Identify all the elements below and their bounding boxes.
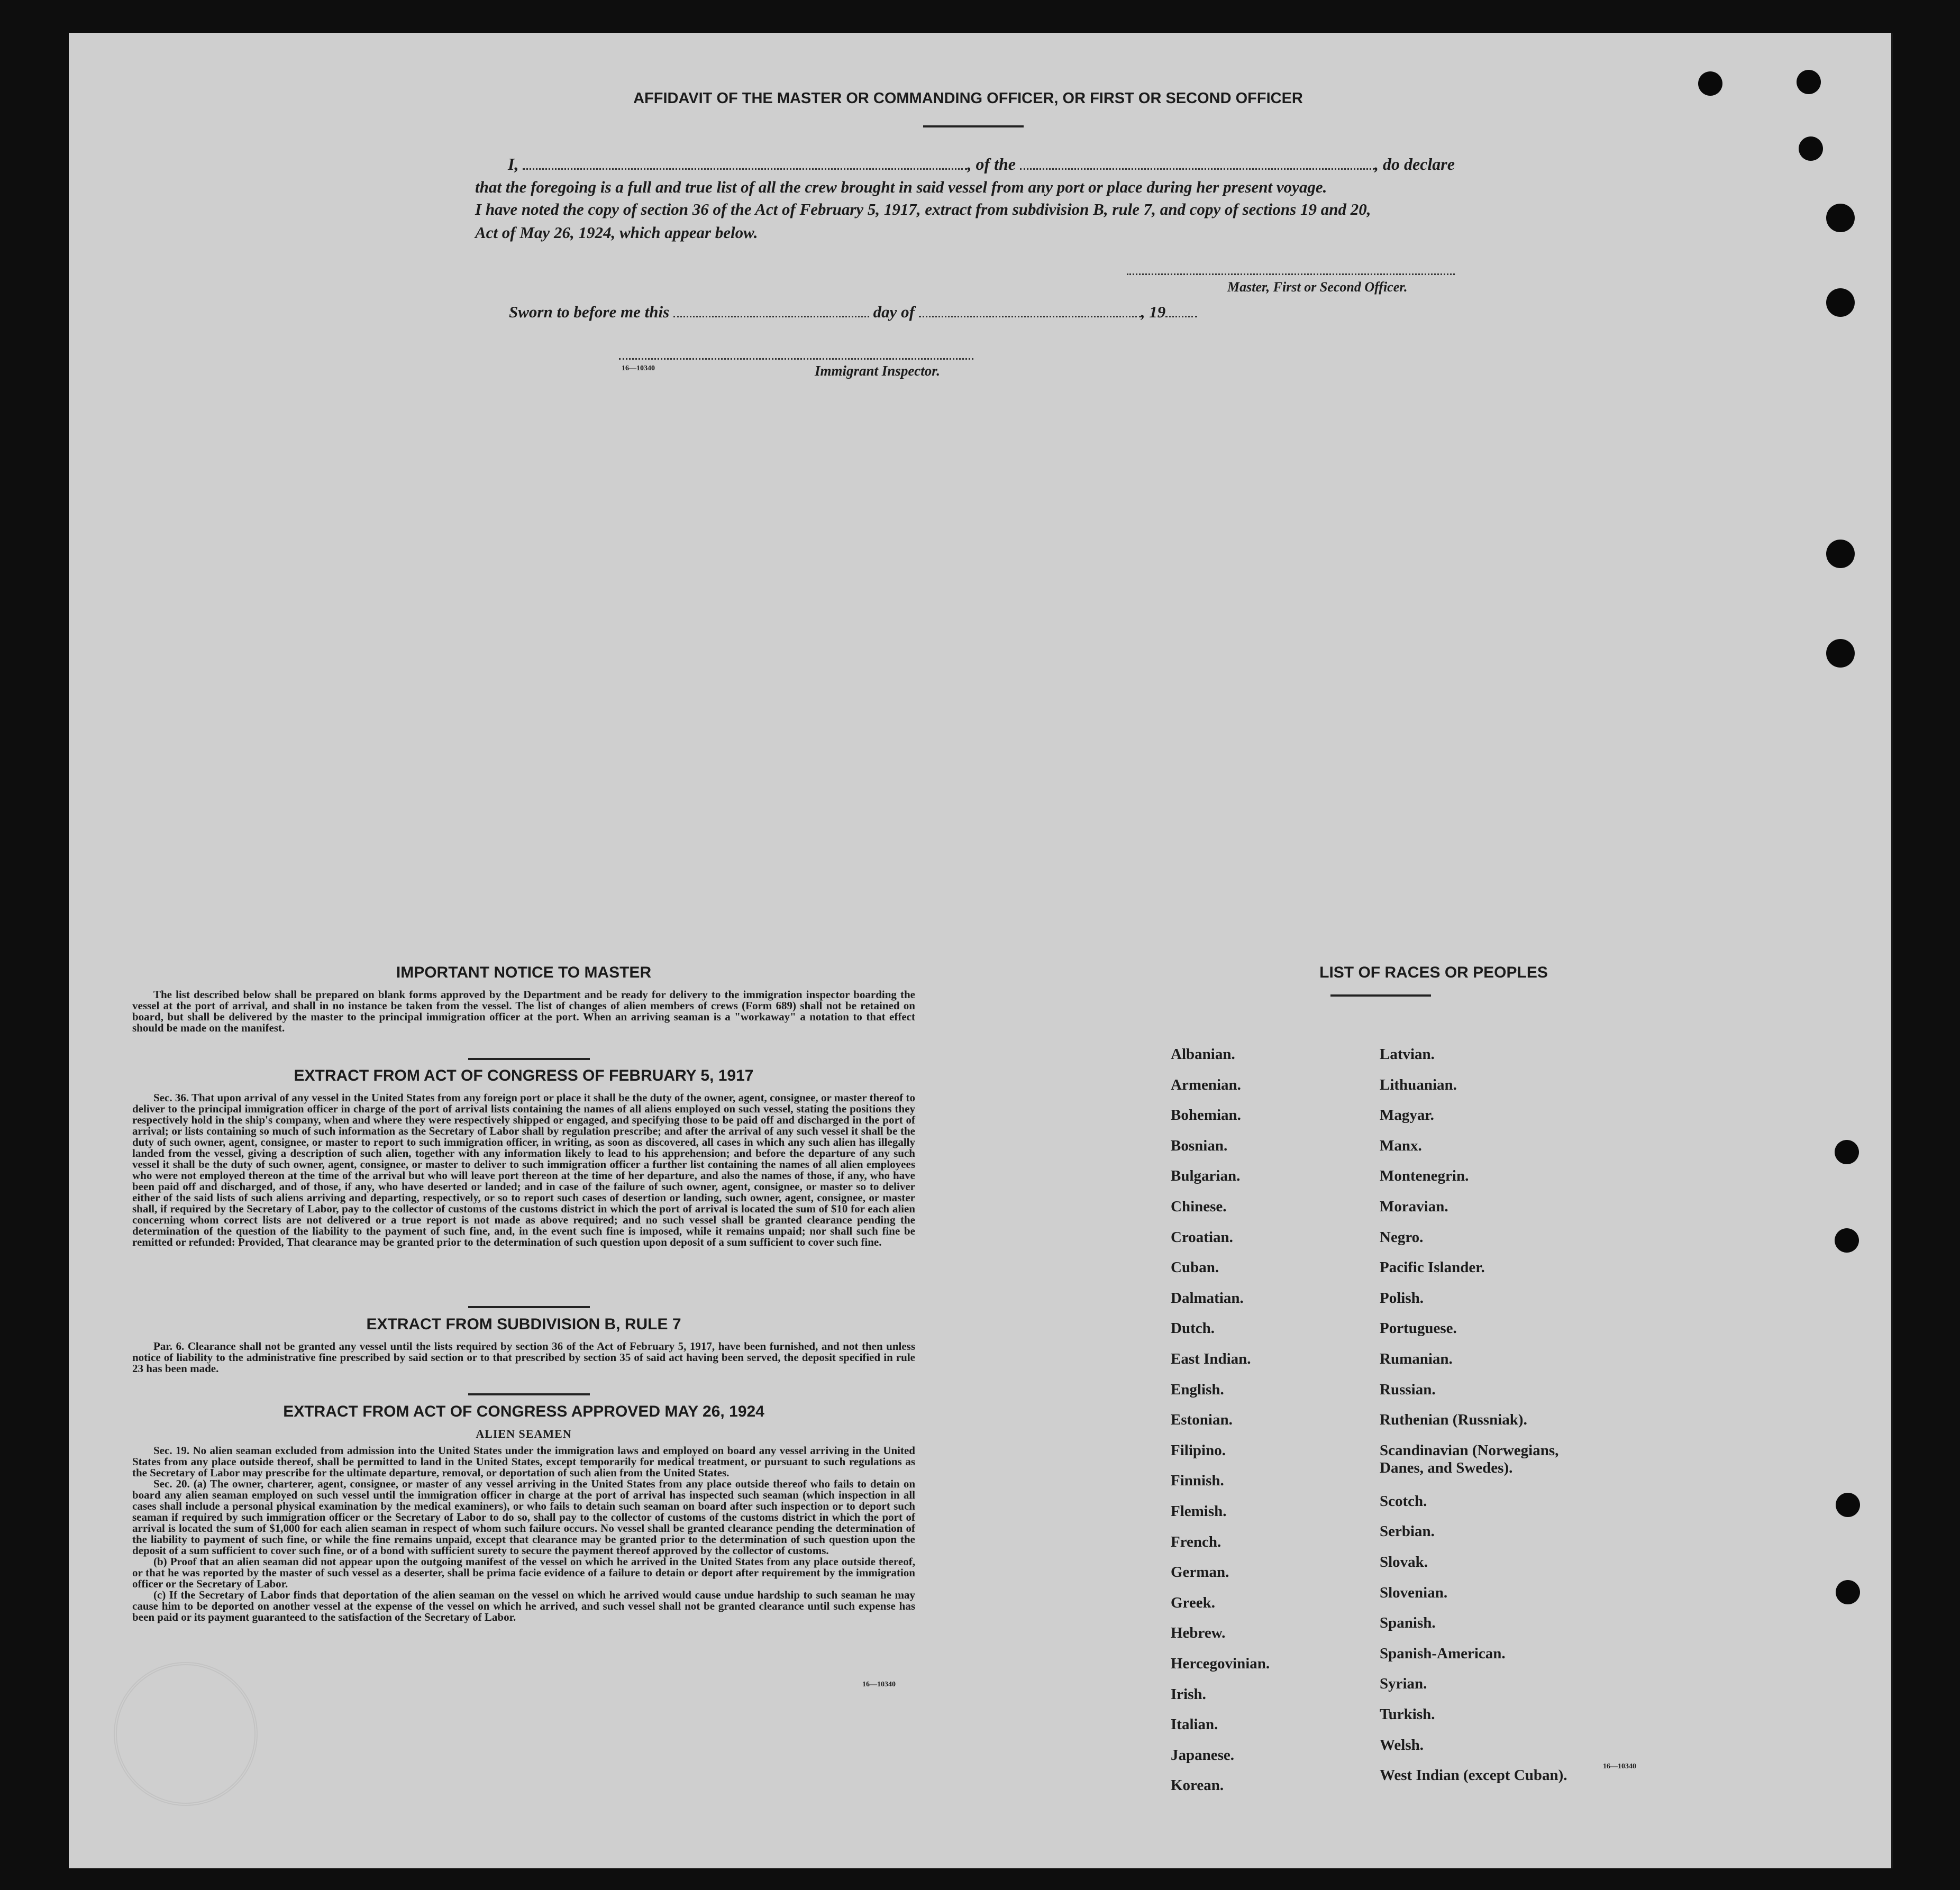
race-item: Hercegovinian.: [1171, 1655, 1270, 1672]
alien-seamen-subheading: ALIEN SEAMEN: [476, 1427, 572, 1440]
race-item: Irish.: [1171, 1685, 1206, 1703]
name-field[interactable]: [523, 168, 967, 170]
section-rule-3: [468, 1393, 590, 1395]
race-item: Bohemian.: [1171, 1107, 1241, 1124]
races-form-code: 16—10340: [1603, 1763, 1636, 1770]
title-rule: [923, 125, 1024, 127]
race-item: Slovenian.: [1380, 1584, 1448, 1601]
race-item: Serbian.: [1380, 1523, 1435, 1540]
punch-hole: [1836, 1493, 1860, 1517]
punch-hole: [1698, 71, 1722, 96]
affidavit-title: AFFIDAVIT OF THE MASTER OR COMMANDING OFFICER, OR FIRST OR SECOND OFFICER: [633, 90, 1303, 107]
race-item: Syrian.: [1380, 1675, 1427, 1693]
race-item: Negro.: [1380, 1228, 1424, 1246]
embossed-seal: [114, 1662, 258, 1806]
race-item: Hebrew.: [1171, 1624, 1226, 1642]
race-item: Pacific Islander.: [1380, 1259, 1485, 1276]
race-item: Portuguese.: [1380, 1320, 1457, 1337]
punch-hole: [1826, 204, 1855, 232]
race-item: Estonian.: [1171, 1411, 1233, 1429]
sec20b-paragraph: (b) Proof that an alien seaman did not appear upon the outgoing manifest of the vessel on which he arrived in the United States from any place outside thereof, or that he was reported by the master of such vessel as a deserter, shall be prima facie evidence of a failure to detain or deport after requirement by the immigration officer or the Secretary of Labor.: [132, 1555, 915, 1590]
affidavit-line4: Act of May 26, 1924, which appear below.: [475, 223, 758, 242]
sec20c-paragraph: (c) If the Secretary of Labor finds that deportation of the alien seaman on the vessel on which he arrived would cause undue hardship to such seaman he may cause him to be deported on another vessel at the expense of the vessel on which he arrived, and such vessel shall not be granted clearance until such expense has been paid or its payment guaranteed to the satisfaction of the Secretary of Labor.: [132, 1588, 915, 1623]
race-item: Croatian.: [1171, 1228, 1233, 1246]
races-heading: LIST OF RACES OR PEOPLES: [1319, 964, 1548, 981]
inspector-signature-line[interactable]: [619, 358, 973, 360]
signature-line[interactable]: [1127, 273, 1455, 275]
race-item: Chinese.: [1171, 1198, 1227, 1215]
affidavit-line1: [508, 154, 1455, 174]
extract-1917-heading: EXTRACT FROM ACT OF CONGRESS OF FEBRUARY 5, 1917: [294, 1067, 754, 1084]
race-item: Manx.: [1380, 1137, 1422, 1154]
punch-hole: [1835, 1228, 1859, 1253]
race-item: Dutch.: [1171, 1320, 1215, 1337]
race-item: Slovak.: [1380, 1554, 1428, 1571]
race-item: Italian.: [1171, 1716, 1218, 1733]
race-item: Polish.: [1380, 1289, 1424, 1307]
race-item: Finnish.: [1171, 1472, 1224, 1490]
race-item: Cuban.: [1171, 1259, 1219, 1276]
race-item: Bosnian.: [1171, 1137, 1228, 1154]
race-item: Magyar.: [1380, 1107, 1434, 1124]
sworn-day-field[interactable]: [673, 316, 869, 317]
race-item: Japanese.: [1171, 1746, 1235, 1764]
race-item: Latvian.: [1380, 1046, 1435, 1063]
race-item: Korean.: [1171, 1777, 1224, 1794]
affidavit-form-code: 16—10340: [622, 364, 655, 372]
of-the-label: , of the: [967, 154, 1016, 174]
year-prefix-label: , 19: [1141, 303, 1166, 321]
sec19-paragraph: Sec. 19. No alien seaman excluded from admission into the United States under the immigration laws and employed on board any vessel arriving in the United States from any place outside thereof, shall be permitted to land in the United States, except temporarily for medical treatment, or pursuant to such regulations as the Secretary of Labor may prescribe for the ultimate departure, removal, or deportation of such alien from the United States.: [132, 1444, 915, 1479]
vessel-field[interactable]: [1020, 168, 1374, 170]
race-item: Dalmatian.: [1171, 1289, 1244, 1307]
punch-hole: [1835, 1140, 1859, 1164]
sworn-month-field[interactable]: [919, 316, 1141, 317]
notice-heading: IMPORTANT NOTICE TO MASTER: [396, 964, 652, 981]
punch-hole: [1826, 288, 1855, 317]
affidavit-line2: that the foregoing is a full and true list of all the crew brought in said vessel from any port or place during her present voyage.: [475, 178, 1327, 196]
punch-hole: [1836, 1580, 1860, 1604]
race-item: Spanish-American.: [1380, 1645, 1506, 1662]
sworn-year-field[interactable]: [1165, 316, 1197, 317]
punch-hole: [1826, 639, 1855, 668]
sworn-line: [509, 303, 1197, 322]
notice-text: [132, 989, 915, 1034]
race-item: Ruthenian (Russniak).: [1380, 1411, 1527, 1429]
race-item: Spanish.: [1380, 1614, 1436, 1632]
section-rule-2: [468, 1306, 590, 1308]
section-rule-1: [468, 1058, 590, 1060]
signature-label: Master, First or Second Officer.: [1227, 279, 1408, 295]
race-item: Bulgarian.: [1171, 1167, 1241, 1185]
race-item: German.: [1171, 1564, 1229, 1581]
do-declare-label: , do declare: [1374, 154, 1455, 174]
race-item: Montenegrin.: [1380, 1167, 1469, 1185]
punch-hole: [1799, 136, 1823, 161]
race-item: Moravian.: [1380, 1198, 1448, 1215]
extract-1917-text: [132, 1092, 915, 1248]
rule7-heading: EXTRACT FROM SUBDIVISION B, RULE 7: [366, 1316, 681, 1333]
i-label: I,: [508, 154, 519, 174]
race-item: English.: [1171, 1381, 1224, 1398]
race-item: Filipino.: [1171, 1441, 1226, 1459]
race-item: Flemish.: [1171, 1503, 1227, 1520]
extract-1924-heading: EXTRACT FROM ACT OF CONGRESS APPROVED MAY 26, 1924: [283, 1403, 764, 1420]
extract-1924-text: [132, 1445, 915, 1623]
sworn-label: Sworn to before me this: [509, 303, 670, 321]
punch-hole: [1797, 70, 1821, 94]
notice-paragraph: The list described below shall be prepared on blank forms approved by the Department and be ready for delivery to the immigration inspector boarding the vessel at the port of arrival, and shall in no instance be taken from the vessel. The list of changes of alien members of crews (Form 689) shall not be retained on board, but shall be delivered by the master to the principal immigration officer at the port. When an arriving seaman is a "workaway" a notation to that effect should be made on the manifest.: [132, 988, 915, 1034]
races-rule: [1330, 994, 1431, 997]
race-item: Welsh.: [1380, 1736, 1424, 1754]
race-item: Rumanian.: [1380, 1350, 1453, 1367]
day-of-label: day of: [873, 303, 915, 321]
rule7-text: [132, 1341, 915, 1374]
race-item: French.: [1171, 1533, 1221, 1550]
race-item: East Indian.: [1171, 1350, 1251, 1367]
race-item: Scandinavian (Norwegians, Danes, and Swedes).: [1380, 1441, 1559, 1476]
sec20a-paragraph: Sec. 20. (a) The owner, charterer, agent, consignee, or master of any vessel arriving in the United States from any place outside thereof who fails to detain on board any alien seaman employed on such vessel until the immigration officer in charge at the port of arrival has inspected such seaman (which inspection in all cases shall include a personal physical examination by the medical examiners), or who fails to detain such seaman on board after such inspection or to deport such seaman if required by such immigration officer or the Secretary of Labor to do so, shall pay to the collector of customs of the customs district in which the port of arrival is located the sum of $1,000 for each alien seaman in respect of whom such failure occurs. No vessel shall be granted clearance pending the determination of the liability to payment of such fine, or while the fine remains unpaid, except that clearance may be granted prior to the determination of such question upon the deposit of a sum sufficient to cover such fine, or of a bond with sufficient surety to secure the payment thereof approved by the collector of customs.: [132, 1477, 915, 1557]
race-item: Albanian.: [1171, 1046, 1235, 1063]
affidavit-line3: I have noted the copy of section 36 of the Act of February 5, 1917, extract from subdivision B, rule 7, and copy of sections 19 and 20,: [475, 200, 1371, 218]
race-item: Lithuanian.: [1380, 1076, 1457, 1093]
extract-form-code: 16—10340: [862, 1681, 896, 1688]
inspector-label: Immigrant Inspector.: [815, 363, 941, 379]
race-item: Scotch.: [1380, 1492, 1427, 1510]
race-item: Turkish.: [1380, 1706, 1435, 1723]
punch-hole: [1826, 540, 1855, 568]
sec36-paragraph: Sec. 36. That upon arrival of any vessel in the United States from any foreign port or place it shall be the duty of the owner, agent, consignee, or master thereof to deliver to the principal immigration officer in charge of the port of arrival lists containing the names of all aliens employed on such vessel, stating the positions they respectively hold in the ship's company, when and where they were respectively shipped or engaged, and specifying those to be paid off and discharged in the port of arrival; or lists containing so much of such information as the Secretary of Labor shall by regulation prescribe; and after the arrival of any such vessel it shall be the duty of such owner, agent, consignee, or master to report to such immigration officer, in writing, as soon as discovered, all cases in which any such alien has illegally landed from the vessel, giving a description of such alien, together with any information likely to lead to his apprehension; and before the departure of any such vessel it shall be the duty of such owner, agent, consignee, or master to deliver to such immigration officer a further list containing the names of all alien employees who were not employed thereon at the time of the arrival but who will leave port thereon at the time of her departure, and also the names of those, if any, who have been paid off and discharged, and of those, if any, who have deserted or landed; and in case of the failure of such owner, agent, consignee, or master so to deliver either of the said lists of such aliens arriving and departing, respectively, or so to report such cases of desertion or landing, such owner, agent, consignee, or master shall, if required by the Secretary of Labor, pay to the collector of customs of the customs district in which the port of arrival is located the sum of $10 for each alien concerning whom correct lists are not delivered or a true report is not made as above required; and no such vessel shall be granted clearance pending the determination of the question of the liability to the payment of such fine, and, in the event such fine is imposed, while it remains unpaid; nor shall such fine be remitted or refunded: Provided, That clearance may be granted prior to the determination of such question upon deposit of a sum sufficient to cover such fine.: [132, 1091, 915, 1248]
race-item: Armenian.: [1171, 1076, 1241, 1093]
race-item: Russian.: [1380, 1381, 1436, 1398]
par6-paragraph: Par. 6. Clearance shall not be granted any vessel until the lists required by section 36 of the Act of February 5, 1917, have been furnished, and not then unless notice of liability to the administrative fine prescribed by said section or to that prescribed by section 35 of said act having been served, the deposit specified in rule 23 has been made.: [132, 1340, 915, 1375]
race-item: Greek.: [1171, 1594, 1216, 1611]
race-item: West Indian (except Cuban).: [1380, 1767, 1567, 1784]
document-sheet: [69, 33, 1893, 1868]
